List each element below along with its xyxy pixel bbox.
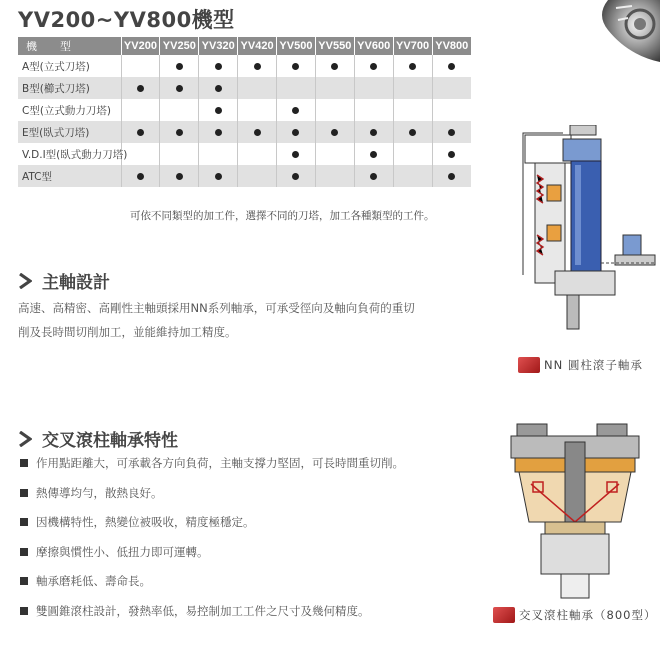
- header-model-yv420: YV420: [238, 37, 277, 55]
- section-bearing-heading: [18, 426, 178, 451]
- table-cell: [354, 55, 393, 77]
- table-cell: [121, 77, 160, 99]
- bullet-square-icon: [20, 459, 28, 467]
- table-cell: [354, 121, 393, 143]
- table-cell: [315, 99, 354, 121]
- availability-dot-icon: [292, 63, 299, 70]
- header-model-label: 機 型: [18, 37, 121, 55]
- availability-dot-icon: [292, 129, 299, 136]
- table-cell: [432, 121, 471, 143]
- table-cell: [160, 121, 199, 143]
- table-cell: [354, 77, 393, 99]
- availability-dot-icon: [254, 129, 261, 136]
- header-model-yv500: YV500: [277, 37, 316, 55]
- table-cell: [121, 121, 160, 143]
- table-cell: [432, 55, 471, 77]
- list-item: [18, 603, 404, 633]
- caption-marker-icon: [518, 357, 540, 373]
- availability-dot-icon: [331, 129, 338, 136]
- section-spindle-text: [18, 296, 458, 344]
- availability-dot-icon: [292, 173, 299, 180]
- table-cell: [432, 165, 471, 187]
- chevron-right-icon: [18, 431, 32, 447]
- caption-cross-roller: [493, 607, 656, 623]
- availability-dot-icon: [370, 129, 377, 136]
- table-cell: [160, 99, 199, 121]
- machine-photo-corner: [588, 0, 660, 62]
- availability-dot-icon: [254, 63, 261, 70]
- feature-text: 熱傳導均勻，散熱良好。: [36, 485, 163, 500]
- availability-dot-icon: [448, 129, 455, 136]
- header-model-yv550: YV550: [315, 37, 354, 55]
- availability-dot-icon: [176, 173, 183, 180]
- table-row: [18, 55, 471, 77]
- page-title: YV200~YV800機型: [18, 8, 235, 32]
- table-row: [18, 121, 471, 143]
- table-cell: [315, 77, 354, 99]
- table-cell: [121, 99, 160, 121]
- table-cell: [315, 143, 354, 165]
- bullet-square-icon: [20, 489, 28, 497]
- bullet-square-icon: [20, 577, 28, 585]
- table-cell: [238, 121, 277, 143]
- table-cell: [238, 99, 277, 121]
- table-row: [18, 99, 471, 121]
- availability-dot-icon: [448, 173, 455, 180]
- availability-dot-icon: [215, 85, 222, 92]
- table-cell: [160, 55, 199, 77]
- table-cell: [277, 77, 316, 99]
- list-item: [18, 573, 404, 603]
- availability-dot-icon: [448, 63, 455, 70]
- table-cell: [199, 143, 238, 165]
- availability-dot-icon: [176, 85, 183, 92]
- list-item: [18, 544, 404, 574]
- availability-dot-icon: [409, 63, 416, 70]
- table-cell: [354, 143, 393, 165]
- bullet-square-icon: [20, 518, 28, 526]
- table-cell: [277, 55, 316, 77]
- availability-dot-icon: [448, 151, 455, 158]
- turret-type-name: A型(立式刀塔): [18, 55, 121, 77]
- availability-dot-icon: [215, 173, 222, 180]
- feature-text: 摩擦與慣性小、低扭力即可運轉。: [36, 544, 209, 559]
- bearing-feature-list: [18, 455, 404, 632]
- table-cell: [432, 77, 471, 99]
- section-spindle-title: 主軸設計: [42, 273, 110, 293]
- bullet-square-icon: [20, 607, 28, 615]
- table-cell: [238, 165, 277, 187]
- availability-dot-icon: [370, 151, 377, 158]
- availability-dot-icon: [215, 129, 222, 136]
- table-cell: [238, 143, 277, 165]
- table-cell: [432, 99, 471, 121]
- turret-type-name: B型(櫛式刀塔): [18, 77, 121, 99]
- availability-dot-icon: [292, 107, 299, 114]
- list-item: [18, 485, 404, 515]
- table-cell: [393, 165, 432, 187]
- section-spindle-heading: [18, 268, 110, 293]
- spindle-text-line: 削及長時間切削加工，並能維持加工精度。: [18, 325, 237, 339]
- table-cell: [315, 121, 354, 143]
- table-cell: [354, 165, 393, 187]
- availability-dot-icon: [331, 63, 338, 70]
- feature-text: 軸承磨耗低、壽命長。: [36, 574, 151, 588]
- feature-text: 作用點距離大，可承載各方向負荷，主軸支撐力堅固，可長時間重切削。: [36, 456, 404, 470]
- table-cell: [199, 55, 238, 77]
- caption-nn-text: NN 圓柱滾子軸承: [544, 358, 643, 372]
- availability-dot-icon: [370, 173, 377, 180]
- caption-nn-bearing: [518, 357, 643, 373]
- section-bearing-title: 交叉滾柱軸承特性: [42, 431, 178, 451]
- caption-cross-roller-text: 交叉滾柱軸承（800型）: [519, 608, 657, 622]
- table-cell: [393, 55, 432, 77]
- turret-type-name: C型(立式動力刀塔): [18, 99, 121, 121]
- feature-text: 雙圓錐滾柱設計，發熱率低，易控制加工工件之尺寸及幾何精度。: [36, 603, 370, 618]
- table-note: 可依不同類型的加工件，選擇不同的刀塔，加工各種類型的工件。: [130, 210, 435, 222]
- table-header-row: [18, 37, 471, 55]
- model-spec-table: [18, 37, 471, 187]
- spindle-cross-section-drawing: [515, 125, 660, 335]
- table-cell: [199, 121, 238, 143]
- turret-type-name: V.D.I型(臥式動力刀塔): [18, 143, 121, 165]
- table-cell: [121, 165, 160, 187]
- table-cell: [277, 143, 316, 165]
- availability-dot-icon: [137, 173, 144, 180]
- table-cell: [393, 77, 432, 99]
- table-cell: [238, 55, 277, 77]
- list-item: [18, 455, 404, 485]
- header-model-yv600: YV600: [354, 37, 393, 55]
- availability-dot-icon: [215, 107, 222, 114]
- table-cell: [354, 99, 393, 121]
- header-model-yv200: YV200: [121, 37, 160, 55]
- table-cell: [199, 165, 238, 187]
- table-cell: [393, 99, 432, 121]
- table-row: [18, 143, 471, 165]
- table-cell: [432, 143, 471, 165]
- turret-type-name: E型(臥式刀塔): [18, 121, 121, 143]
- availability-dot-icon: [409, 129, 416, 136]
- table-cell: [277, 121, 316, 143]
- table-cell: [199, 77, 238, 99]
- spindle-text-line: 高速、高精密、高剛性主軸頭採用NN系列軸承，可承受徑向及軸向負荷的重切: [18, 301, 415, 315]
- header-model-yv250: YV250: [160, 37, 199, 55]
- table-cell: [160, 143, 199, 165]
- feature-text: 因機構特性，熱變位被吸收，精度極穩定。: [36, 515, 255, 529]
- table-cell: [121, 55, 160, 77]
- availability-dot-icon: [137, 85, 144, 92]
- table-cell: [160, 77, 199, 99]
- header-model-yv800: YV800: [432, 37, 471, 55]
- availability-dot-icon: [176, 63, 183, 70]
- caption-marker-icon: [493, 607, 515, 623]
- table-cell: [393, 121, 432, 143]
- availability-dot-icon: [215, 63, 222, 70]
- availability-dot-icon: [137, 129, 144, 136]
- list-item: [18, 514, 404, 544]
- bullet-square-icon: [20, 548, 28, 556]
- availability-dot-icon: [370, 63, 377, 70]
- table-cell: [315, 165, 354, 187]
- table-cell: [238, 77, 277, 99]
- availability-dot-icon: [292, 151, 299, 158]
- header-model-yv700: YV700: [393, 37, 432, 55]
- cross-roller-bearing-drawing: [505, 422, 645, 602]
- table-cell: [277, 165, 316, 187]
- table-cell: [277, 99, 316, 121]
- table-cell: [160, 165, 199, 187]
- table-cell: [315, 55, 354, 77]
- chevron-right-icon: [18, 273, 32, 289]
- table-cell: [393, 143, 432, 165]
- table-row: [18, 77, 471, 99]
- turret-type-name: ATC型: [18, 165, 121, 187]
- header-model-yv320: YV320: [199, 37, 238, 55]
- table-cell: [199, 99, 238, 121]
- table-row: [18, 165, 471, 187]
- availability-dot-icon: [176, 129, 183, 136]
